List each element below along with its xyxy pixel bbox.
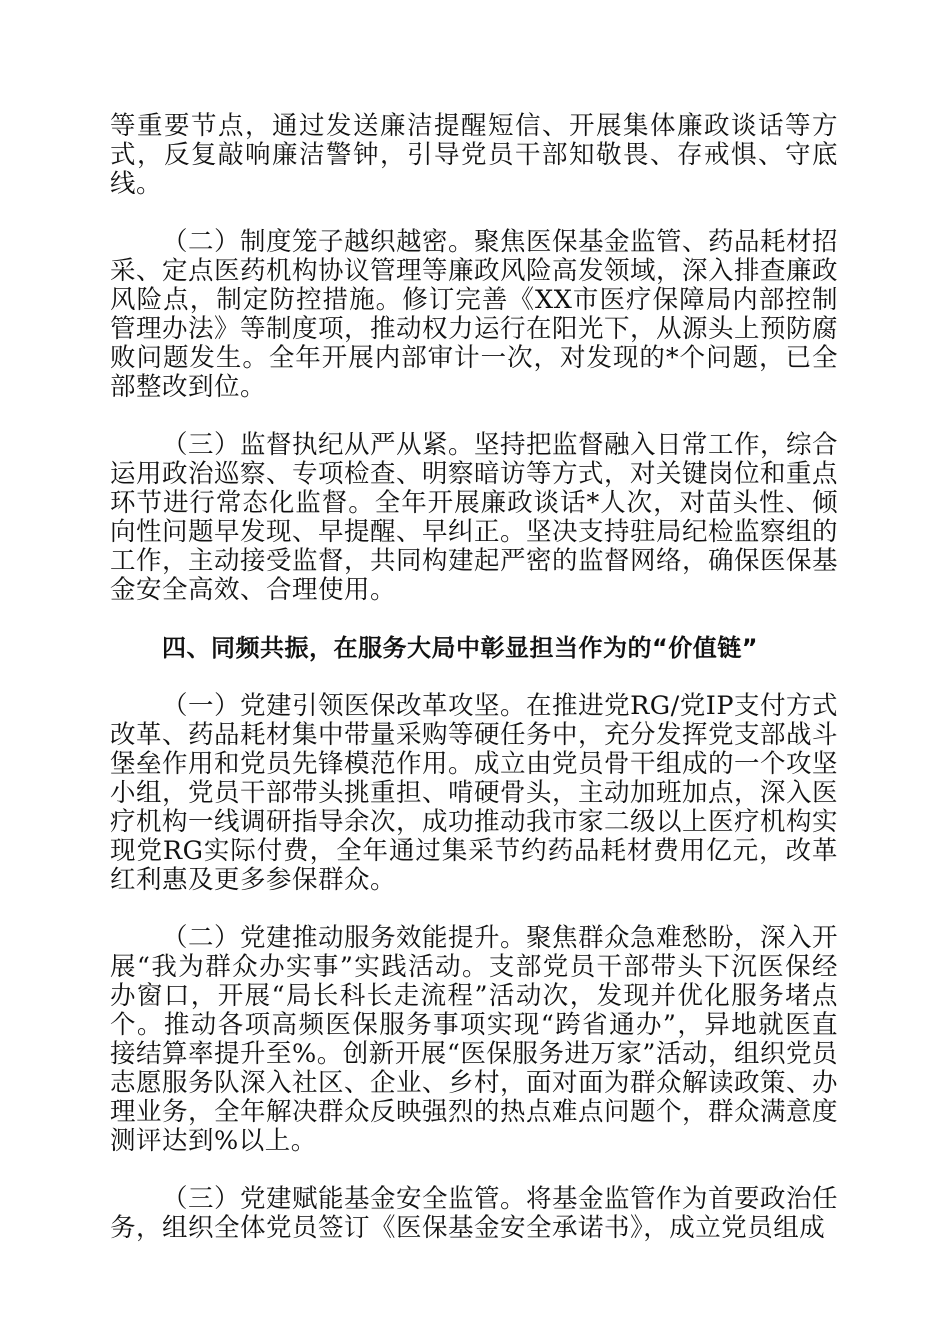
paragraph-service: （二）党建推动服务效能提升。聚焦群众急难愁盼，深入开展“我为群众办实事”实践活动。支部党员干部带头下沉医保经办窗口，开展“局长科长走流程”活动次，发现并优化服务堵点个。推动各项高频医保服务事项实现“跨省通办”，异地就医直接结算率提升至%。创新开展“医保服务进万家”活动，组织党员志愿服务队深入社区、企业、乡村，面对面为群众解读政策、办理业务，全年解决群众反映强烈的热点难点问题个，群众满意度测评达到%以上。: [110, 923, 839, 1156]
document-page: [110, 112, 838, 1243]
paragraph-system-cage: （二）制度笼子越织越密。聚焦医保基金监管、药品耗材招采、定点医药机构协议管理等廉政风险高发领域，深入排查廉政风险点，制定防控措施。修订完善《XX市医疗保障局内部控制管理办法》等制度项，推动权力运行在阳光下，从源头上预防腐败问题发生。全年开展内部审计一次，对发现的*个问题，已全部整改到位。: [110, 227, 839, 402]
paragraph-reform: （一）党建引领医保改革攻坚。在推进党RG/党IP支付方式改革、药品耗材集中带量采购等硬任务中，充分发挥党支部战斗堡垒作用和党员先锋模范作用。成立由党员骨干组成的一个攻坚小组，党员干部带头挑重担、啃硬骨头，主动加班加点，深入医疗机构一线调研指导余次，成功推动我市家二级以上医疗机构实现党RG实际付费，全年通过集采节约药品耗材费用亿元，改革红利惠及更多参保群众。: [110, 691, 839, 895]
paragraph-fund-security: （三）党建赋能基金安全监管。将基金监管作为首要政治任务，组织全体党员签订《医保基金安全承诺书》，成立党员组成: [110, 1184, 839, 1243]
paragraph-continued: 等重要节点，通过发送廉洁提醒短信、开展集体廉政谈话等方式，反复敲响廉洁警钟，引导党员干部知敬畏、存戒惧、守底线。: [110, 111, 838, 199]
paragraph-supervision: （三）监督执纪从严从紧。坚持把监督融入日常工作，综合运用政治巡察、专项检查、明察暗访等方式，对关键岗位和重点环节进行常态化监督。全年开展廉政谈话*人次，对苗头性、倾向性问题早发现、早提醒、早纠正。坚决支持驻局纪检监察组的工作，主动接受监督，共同构建起严密的监督网络，确保医保基金安全高效、合理使用。: [110, 430, 839, 605]
section-heading-four: 四、同频共振，在服务大局中彰显担当作为的“价值链”: [162, 634, 759, 662]
